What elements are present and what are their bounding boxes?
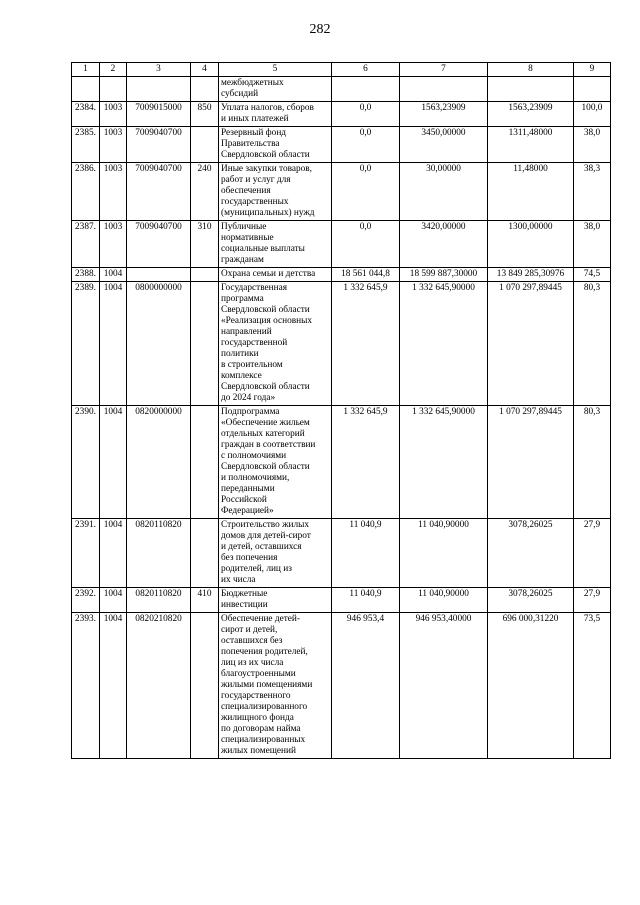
- table-row: [72, 282, 611, 406]
- expense-type-cell: 850: [191, 102, 219, 127]
- adjusted-amount-cell: 3420,00000: [400, 221, 488, 268]
- execution-percent-cell: 80,3: [574, 406, 611, 519]
- approved-amount-cell: 0,0: [332, 221, 400, 268]
- execution-percent-cell: 73,5: [574, 613, 611, 759]
- column-header: 1: [72, 63, 100, 77]
- table-row: [72, 519, 611, 588]
- table-body: [72, 63, 611, 759]
- approved-amount-cell: 1 332 645,9: [332, 282, 400, 406]
- executed-amount-cell: 3078,26025: [488, 519, 574, 588]
- approved-amount-cell: 11 040,9: [332, 588, 400, 613]
- approved-amount-cell: [332, 77, 400, 102]
- expense-type-cell: [191, 282, 219, 406]
- row-number-cell: 2392.: [72, 588, 100, 613]
- executed-amount-cell: 1 070 297,89445: [488, 282, 574, 406]
- section-code-cell: 1004: [100, 406, 127, 519]
- table-row: [72, 221, 611, 268]
- adjusted-amount-cell: 1563,23909: [400, 102, 488, 127]
- item-name-cell: Подпрограмма «Обеспечение жильем отдельных категорий граждан в соответствии с полномочиями Свердловской области и полномочиями, переданными Российской Федерацией»: [219, 406, 332, 519]
- table-row: [72, 406, 611, 519]
- target-article-cell: 7009040700: [127, 163, 191, 221]
- adjusted-amount-cell: 1 332 645,90000: [400, 406, 488, 519]
- table-row: [72, 588, 611, 613]
- item-name-cell: Обеспечение детей- сирот и детей, оставшихся без попечения родителей, лиц из их числа благоустроенными жилыми помещениями государственного специализированного жилищного фонда по договорам найма специализированных жилых помещений: [219, 613, 332, 759]
- approved-amount-cell: 18 561 044,8: [332, 268, 400, 282]
- row-number-cell: 2389.: [72, 282, 100, 406]
- row-number-cell: 2386.: [72, 163, 100, 221]
- target-article-cell: 0820000000: [127, 406, 191, 519]
- table-row: [72, 77, 611, 102]
- table-row: [72, 163, 611, 221]
- approved-amount-cell: 0,0: [332, 127, 400, 163]
- execution-percent-cell: 74,5: [574, 268, 611, 282]
- section-code-cell: [100, 77, 127, 102]
- adjusted-amount-cell: 11 040,90000: [400, 519, 488, 588]
- item-name-cell: Публичные нормативные социальные выплаты гражданам: [219, 221, 332, 268]
- approved-amount-cell: 0,0: [332, 163, 400, 221]
- row-number-cell: 2391.: [72, 519, 100, 588]
- executed-amount-cell: 1300,00000: [488, 221, 574, 268]
- section-code-cell: 1003: [100, 102, 127, 127]
- approved-amount-cell: 946 953,4: [332, 613, 400, 759]
- executed-amount-cell: 13 849 285,30976: [488, 268, 574, 282]
- approved-amount-cell: 11 040,9: [332, 519, 400, 588]
- execution-percent-cell: 27,9: [574, 588, 611, 613]
- execution-percent-cell: 38,3: [574, 163, 611, 221]
- table-row: [72, 613, 611, 759]
- column-header: 4: [191, 63, 219, 77]
- column-header: 8: [488, 63, 574, 77]
- expense-type-cell: 410: [191, 588, 219, 613]
- section-code-cell: 1004: [100, 613, 127, 759]
- table-row: [72, 102, 611, 127]
- execution-percent-cell: 100,0: [574, 102, 611, 127]
- row-number-cell: 2384.: [72, 102, 100, 127]
- adjusted-amount-cell: 18 599 887,30000: [400, 268, 488, 282]
- target-article-cell: [127, 77, 191, 102]
- expense-type-cell: 240: [191, 163, 219, 221]
- budget-table: [71, 62, 611, 759]
- adjusted-amount-cell: 946 953,40000: [400, 613, 488, 759]
- execution-percent-cell: 38,0: [574, 127, 611, 163]
- expense-type-cell: [191, 613, 219, 759]
- page-number: 282: [309, 22, 331, 37]
- section-code-cell: 1004: [100, 588, 127, 613]
- expense-type-cell: [191, 406, 219, 519]
- target-article-cell: 7009040700: [127, 221, 191, 268]
- column-header: 2: [100, 63, 127, 77]
- item-name-cell: Государственная программа Свердловской области «Реализация основных направлений государственной политики в строительном комплексе Свердловской области до 2024 года»: [219, 282, 332, 406]
- column-header: 7: [400, 63, 488, 77]
- adjusted-amount-cell: [400, 77, 488, 102]
- target-article-cell: 7009015000: [127, 102, 191, 127]
- item-name-cell: Резервный фонд Правительства Свердловской области: [219, 127, 332, 163]
- section-code-cell: 1004: [100, 282, 127, 406]
- row-number-cell: 2387.: [72, 221, 100, 268]
- section-code-cell: 1004: [100, 268, 127, 282]
- item-name-cell: межбюджетных субсидий: [219, 77, 332, 102]
- header-row: [72, 63, 611, 77]
- item-name-cell: Уплата налогов, сборов и иных платежей: [219, 102, 332, 127]
- row-number-cell: 2388.: [72, 268, 100, 282]
- approved-amount-cell: 0,0: [332, 102, 400, 127]
- table-row: [72, 127, 611, 163]
- row-number-cell: 2385.: [72, 127, 100, 163]
- section-code-cell: 1003: [100, 163, 127, 221]
- expense-type-cell: 310: [191, 221, 219, 268]
- adjusted-amount-cell: 11 040,90000: [400, 588, 488, 613]
- executed-amount-cell: 11,48000: [488, 163, 574, 221]
- expense-type-cell: [191, 127, 219, 163]
- executed-amount-cell: 3078,26025: [488, 588, 574, 613]
- item-name-cell: Строительство жилых домов для детей-сирот и детей, оставшихся без попечения родителей, лиц из их числа: [219, 519, 332, 588]
- execution-percent-cell: 38,0: [574, 221, 611, 268]
- target-article-cell: 7009040700: [127, 127, 191, 163]
- row-number-cell: 2393.: [72, 613, 100, 759]
- expense-type-cell: [191, 519, 219, 588]
- expense-type-cell: [191, 77, 219, 102]
- target-article-cell: 0820210820: [127, 613, 191, 759]
- adjusted-amount-cell: 30,00000: [400, 163, 488, 221]
- execution-percent-cell: 80,3: [574, 282, 611, 406]
- section-code-cell: 1003: [100, 127, 127, 163]
- expense-type-cell: [191, 268, 219, 282]
- section-code-cell: 1004: [100, 519, 127, 588]
- section-code-cell: 1003: [100, 221, 127, 268]
- item-name-cell: Охрана семьи и детства: [219, 268, 332, 282]
- executed-amount-cell: 696 000,31220: [488, 613, 574, 759]
- executed-amount-cell: 1311,48000: [488, 127, 574, 163]
- adjusted-amount-cell: 3450,00000: [400, 127, 488, 163]
- executed-amount-cell: 1 070 297,89445: [488, 406, 574, 519]
- adjusted-amount-cell: 1 332 645,90000: [400, 282, 488, 406]
- column-header: 5: [219, 63, 332, 77]
- column-header: 6: [332, 63, 400, 77]
- target-article-cell: 0820110820: [127, 588, 191, 613]
- item-name-cell: Иные закупки товаров, работ и услуг для обеспечения государственных (муниципальных) нужд: [219, 163, 332, 221]
- approved-amount-cell: 1 332 645,9: [332, 406, 400, 519]
- executed-amount-cell: 1563,23909: [488, 102, 574, 127]
- execution-percent-cell: [574, 77, 611, 102]
- target-article-cell: 0820110820: [127, 519, 191, 588]
- row-number-cell: 2390.: [72, 406, 100, 519]
- item-name-cell: Бюджетные инвестиции: [219, 588, 332, 613]
- executed-amount-cell: [488, 77, 574, 102]
- row-number-cell: [72, 77, 100, 102]
- column-header: 9: [574, 63, 611, 77]
- target-article-cell: 0800000000: [127, 282, 191, 406]
- column-header: 3: [127, 63, 191, 77]
- table-row: [72, 268, 611, 282]
- execution-percent-cell: 27,9: [574, 519, 611, 588]
- target-article-cell: [127, 268, 191, 282]
